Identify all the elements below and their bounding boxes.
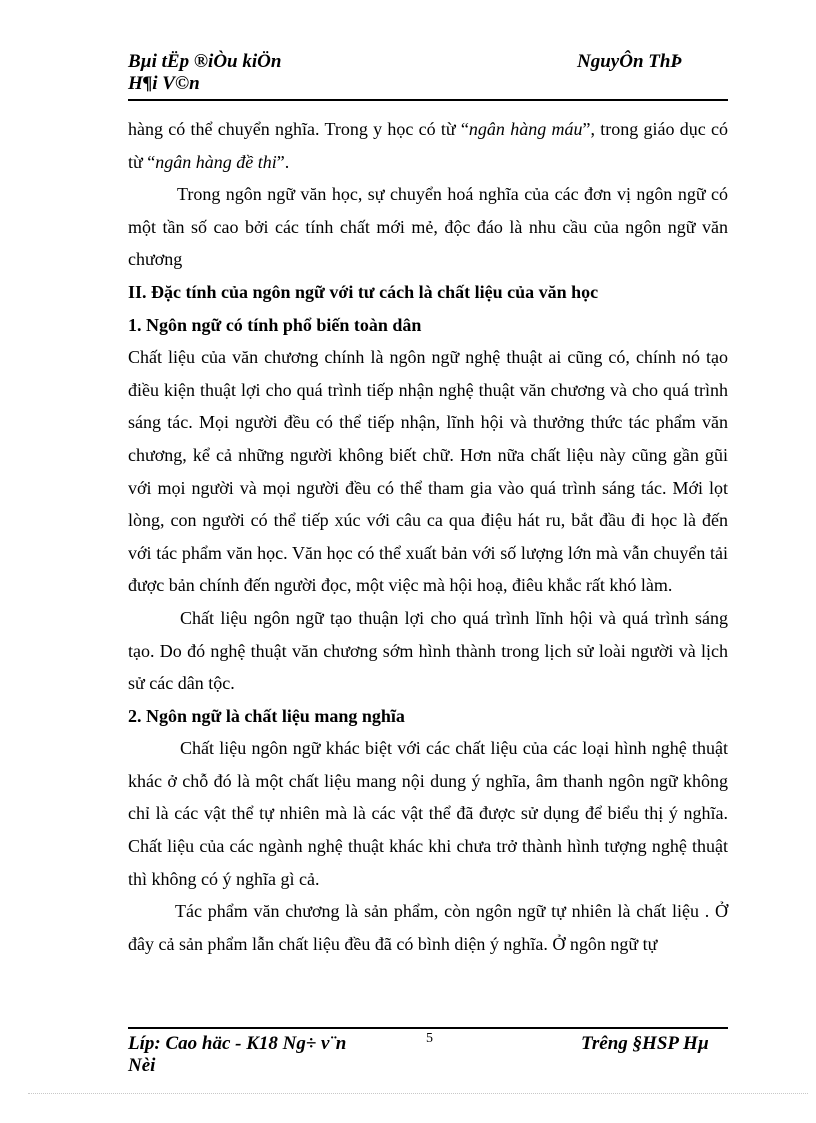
p1-text-a: hàng có thể chuyển nghĩa. Trong y học có từ “: [128, 119, 469, 139]
page-number: 5: [426, 1031, 433, 1046]
subsection-heading-1: 1. Ngôn ngữ có tính phổ biến toàn dân: [128, 314, 422, 335]
footer-left-line1: Líp: Cao häc - K18 Ng÷ v¨n: [128, 1033, 347, 1054]
page-header: [128, 49, 728, 101]
footer-right: Trêng §HSP Hµ: [581, 1033, 709, 1054]
header-left: [128, 51, 281, 95]
paragraph-1: [128, 113, 728, 178]
subsection-heading-2: 2. Ngôn ngữ là chất liệu mang nghĩa: [128, 705, 405, 726]
header-left-line1: Bµi tËp ®iÒu kiÖn: [128, 51, 282, 72]
paragraph-6: Tác phẩm văn chương là sản phẩm, còn ngôn ngữ tự nhiên là chất liệu . Ở đây cả sản phẩm lẫn chất liệu đều đã có bình diện ý nghĩa. Ở ngôn ngữ tự: [128, 901, 728, 954]
p1-text-c: ”.: [276, 151, 290, 172]
paragraph-3: Chất liệu của văn chương chính là ngôn ngữ nghệ thuật ai cũng có, chính nó tạo điều kiện thuật lợi cho quá trình tiếp nhận nghệ thuật văn chương và cho quá trình sáng tác. Mọi người đều có thể tiếp nhận, lĩnh hội và thưởng thức tác phẩm văn chương, kể cả những người không biết chữ. Hơn nữa chất liệu này cũng gần gũi với mọi người và mọi người đều có thể tham gia vào quá trình sáng tác. Mới lọt lòng, con người có thể tiếp xúc với câu ca qua điệu hát ru, bắt đầu đi học là đến với tác phẩm văn học. Văn học có thể xuất bản với số lượng lớn mà vẫn chuyển tải được bản chính đến người đọc, một việc mà hội hoạ, điêu khắc rất khó làm.: [128, 347, 728, 596]
paragraph-2: Trong ngôn ngữ văn học, sự chuyển hoá nghĩa của các đơn vị ngôn ngữ có một tần số cao bởi các tính chất mới mẻ, độc đáo là nhu cầu của ngôn ngữ văn chương: [128, 184, 728, 270]
footer-left: [128, 1033, 346, 1077]
header-right: NguyÔn ThÞ: [577, 51, 683, 72]
section-heading: II. Đặc tính của ngôn ngữ với tư cách là chất liệu của văn học: [128, 281, 599, 302]
page-footer: [128, 1027, 728, 1081]
paragraph-4: Chất liệu ngôn ngữ tạo thuận lợi cho quá trình lĩnh hội và quá trình sáng tạo. Do đó nghệ thuật văn chương sớm hình thành trong lịch sử loài người và lịch sử các dân tộc.: [128, 607, 728, 694]
header-left-line2: H¶i V©n: [128, 73, 200, 94]
p1-emphasis-1: ngân hàng máu: [468, 119, 583, 139]
p1-text-b: ”, trong giáo dục có từ “: [128, 119, 729, 172]
page-edge-divider: [28, 1093, 808, 1094]
page-body: [128, 113, 728, 960]
p1-emphasis-2: ngân hàng đề thi: [155, 151, 277, 172]
footer-left-line2: Nèi: [128, 1055, 156, 1076]
paragraph-5: Chất liệu ngôn ngữ khác biệt với các chất liệu của các loại hình nghệ thuật khác ở chỗ đó là một chất liệu mang nội dung ý nghĩa, âm thanh ngôn ngữ không chỉ là các vật thể tự nhiên mà là các vật thể đã được sử dụng để biểu thị ý nghĩa. Chất liệu của các ngành nghệ thuật khác khi chưa trở thành hình tượng nghệ thuật thì không có ý nghĩa gì cả.: [128, 738, 728, 889]
